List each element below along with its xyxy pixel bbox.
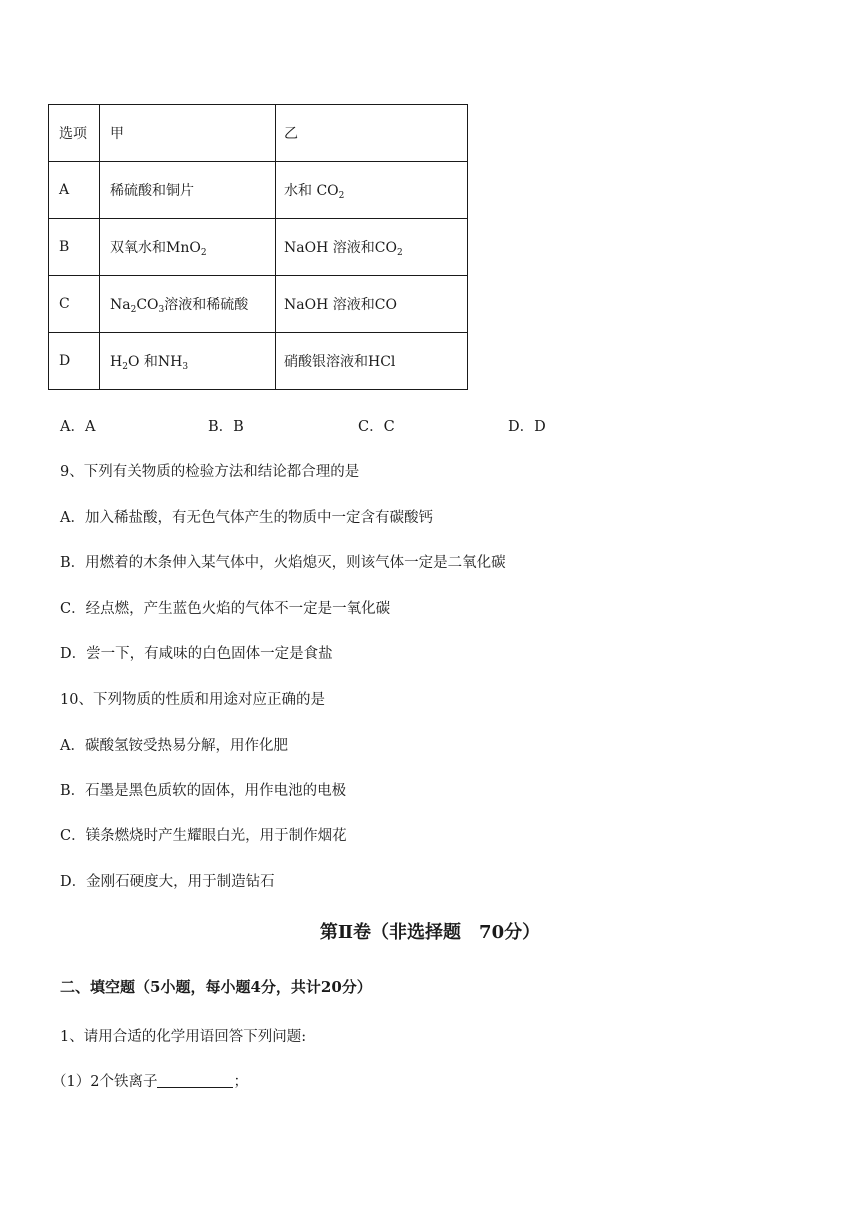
q10-stem: 10、下列物质的性质和用途对应正确的是 xyxy=(60,692,325,708)
q9-option-d: D．尝一下，有咸味的白色固体一定是食盐 xyxy=(60,646,333,662)
jia-cell xyxy=(100,162,276,219)
cell-text: H xyxy=(110,354,123,370)
q9-option-c: C．经点燃，产生蓝色火焰的气体不一定是一氧化碳 xyxy=(60,601,391,617)
header-option: 选项 xyxy=(49,105,100,162)
option-cell: C xyxy=(49,276,100,333)
subscript: 3 xyxy=(182,362,189,372)
option-cell: A xyxy=(49,162,100,219)
q9-option-b: B．用燃着的木条伸入某气体中，火焰熄灭，则该气体一定是二氧化碳 xyxy=(60,555,506,571)
cell-text: Na xyxy=(110,297,131,313)
q8-choice-c: C．C xyxy=(358,419,395,435)
cell-text: 溶液和稀硫酸 xyxy=(164,297,249,313)
table-header-row xyxy=(49,105,468,162)
subscript: 3 xyxy=(158,305,165,315)
cell-text: 稀硫酸和铜片 xyxy=(110,183,194,199)
part-heading: 二、填空题（5小题，每小题4分，共计20分） xyxy=(60,978,372,996)
header-jia: 甲 xyxy=(100,105,276,162)
section-title: 第Ⅱ卷（非选择题 70分） xyxy=(319,922,541,943)
fill-q1-item1-suffix: ； xyxy=(233,1074,248,1090)
fill-q1-item1-prefix: （1）2个铁离子 xyxy=(52,1074,158,1090)
yi-cell xyxy=(276,333,468,390)
answer-blank[interactable] xyxy=(157,1073,233,1088)
table-row xyxy=(49,333,468,390)
options-table xyxy=(48,104,468,390)
subscript: 2 xyxy=(396,248,403,258)
fill-q1-stem: 1、请用合适的化学用语回答下列问题: xyxy=(60,1029,307,1045)
yi-cell xyxy=(276,219,468,276)
q10-option-c: C．镁条燃烧时产生耀眼白光，用于制作烟花 xyxy=(60,828,347,844)
fill-q1-item1 xyxy=(52,1070,248,1091)
q8-choice-a: A．A xyxy=(60,419,96,435)
q9-option-a: A．加入稀盐酸，有无色气体产生的物质中一定含有碳酸钙 xyxy=(60,510,433,526)
q10-option-a: A．碳酸氢铵受热易分解，用作化肥 xyxy=(60,738,288,754)
subscript: 2 xyxy=(122,362,128,372)
option-cell: B xyxy=(49,219,100,276)
q8-choice-d: D．D xyxy=(508,419,546,435)
table-row xyxy=(49,276,468,333)
q9-stem: 9、下列有关物质的检验方法和结论都合理的是 xyxy=(60,464,360,480)
yi-cell xyxy=(276,162,468,219)
cell-text: NaOH 溶液和CO xyxy=(284,297,397,313)
header-yi: 乙 xyxy=(276,105,468,162)
jia-cell xyxy=(100,276,276,333)
subscript: 2 xyxy=(130,305,137,315)
subscript: 2 xyxy=(200,248,207,258)
q10-option-b: B．石墨是黑色质软的固体，用作电池的电极 xyxy=(60,783,347,799)
cell-text: O 和NH xyxy=(127,354,183,370)
table-row xyxy=(49,219,468,276)
cell-text: 水和 CO xyxy=(284,183,339,199)
subscript: 2 xyxy=(338,191,345,201)
table-row xyxy=(49,162,468,219)
jia-cell xyxy=(100,333,276,390)
option-cell: D xyxy=(49,333,100,390)
jia-cell xyxy=(100,219,276,276)
cell-text: CO xyxy=(136,297,159,313)
cell-text: NaOH 溶液和CO xyxy=(284,240,397,256)
yi-cell xyxy=(276,276,468,333)
q10-option-d: D．金刚石硬度大，用于制造钻石 xyxy=(60,874,275,890)
cell-text: 硝酸银溶液和HCl xyxy=(284,354,396,370)
q8-choice-b: B．B xyxy=(208,419,244,435)
cell-text: 双氧水和MnO xyxy=(110,240,201,256)
